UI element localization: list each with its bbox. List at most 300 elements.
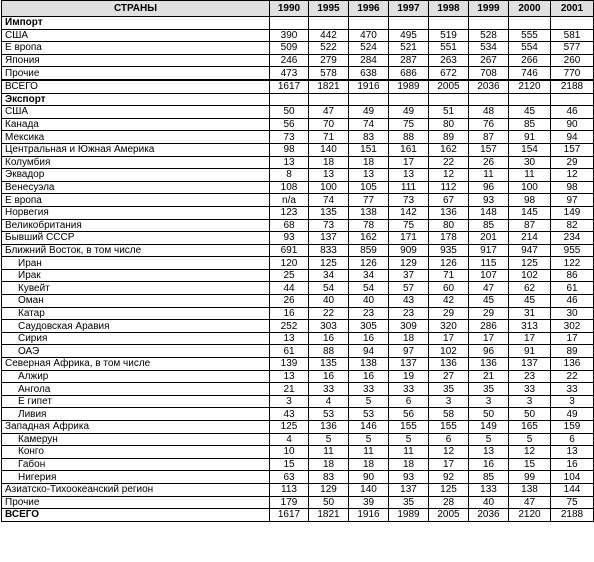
value-cell: 746 [509,67,551,80]
header-year: 1995 [309,1,349,17]
value-cell: 87 [469,131,509,144]
value-cell: 146 [349,421,389,434]
row-label: Е вропа [2,42,270,55]
value-cell: 40 [349,295,389,308]
value-cell: 75 [551,496,594,509]
value-cell: 3 [469,395,509,408]
value-cell: 25 [270,269,309,282]
table-body [2,17,594,522]
value-cell: 61 [270,345,309,358]
value-cell: 91 [509,345,551,358]
value-cell: 89 [429,131,469,144]
table-row [2,106,594,119]
value-cell: 15 [509,458,551,471]
value-cell: 53 [309,408,349,421]
value-cell: 86 [551,269,594,282]
header-year: 1990 [270,1,309,17]
value-cell: 17 [509,332,551,345]
value-cell: 302 [551,320,594,333]
value-cell: 96 [469,181,509,194]
row-label: Бывший СССР [2,232,270,245]
value-cell: 833 [309,244,349,257]
value-cell: 638 [349,67,389,80]
table-row [2,483,594,496]
row-label: Оман [2,295,270,308]
empty-cell [389,17,429,30]
value-cell: 12 [429,446,469,459]
value-cell: 22 [551,370,594,383]
value-cell: 18 [389,458,429,471]
row-label: Камерун [2,433,270,446]
header-year: 1997 [389,1,429,17]
value-cell: 1989 [389,509,429,522]
value-cell: 267 [469,54,509,67]
value-cell: 551 [429,42,469,55]
empty-cell [509,93,551,106]
value-cell: 672 [429,67,469,80]
value-cell: 42 [429,295,469,308]
row-label: Ирак [2,269,270,282]
empty-cell [469,93,509,106]
value-cell: 98 [551,181,594,194]
value-cell: 111 [389,181,429,194]
value-cell: 26 [469,156,509,169]
value-cell: 519 [429,29,469,42]
value-cell: 509 [270,42,309,55]
header-year: 1998 [429,1,469,17]
value-cell: 708 [469,67,509,80]
value-cell: 284 [349,54,389,67]
value-cell: 43 [270,408,309,421]
value-cell: 63 [270,471,309,484]
row-label: ВСЕГО [2,509,270,522]
row-label: Венесуэла [2,181,270,194]
value-cell: 179 [270,496,309,509]
value-cell: 62 [509,282,551,295]
value-cell: 123 [270,206,309,219]
value-cell: 94 [349,345,389,358]
value-cell: 70 [309,118,349,131]
row-label: Саудовская Аравия [2,320,270,333]
value-cell: 18 [389,332,429,345]
value-cell: 909 [389,244,429,257]
value-cell: 6 [389,395,429,408]
value-cell: 97 [389,345,429,358]
value-cell: 23 [389,307,429,320]
table-row [2,131,594,144]
value-cell: 129 [389,257,429,270]
value-cell: 11 [349,446,389,459]
value-cell: 94 [551,131,594,144]
value-cell: 3 [551,395,594,408]
table-row [2,206,594,219]
value-cell: 83 [349,131,389,144]
table-row [2,408,594,421]
value-cell: 50 [309,496,349,509]
value-cell: 35 [429,383,469,396]
value-cell: 35 [389,496,429,509]
value-cell: 125 [509,257,551,270]
value-cell: 1617 [270,80,309,93]
value-cell: 133 [469,483,509,496]
table-row [2,383,594,396]
value-cell: 320 [429,320,469,333]
value-cell: 554 [509,42,551,55]
value-cell: 15 [270,458,309,471]
value-cell: 5 [309,433,349,446]
value-cell: 31 [509,307,551,320]
value-cell: 19 [389,370,429,383]
row-label: Кувейт [2,282,270,295]
value-cell: 263 [429,54,469,67]
table-row [2,446,594,459]
section-title: Экспорт [2,93,270,106]
value-cell: 10 [270,446,309,459]
header-year: 1996 [349,1,389,17]
value-cell: 30 [509,156,551,169]
value-cell: 11 [389,446,429,459]
value-cell: 93 [270,232,309,245]
total-row [2,509,594,522]
value-cell: 155 [429,421,469,434]
value-cell: 12 [551,169,594,182]
value-cell: 37 [389,269,429,282]
row-label: Мексика [2,131,270,144]
empty-cell [349,17,389,30]
value-cell: 45 [509,295,551,308]
value-cell: 2120 [509,509,551,522]
header-year: 2000 [509,1,551,17]
value-cell: 73 [309,219,349,232]
table-row [2,295,594,308]
table-row [2,358,594,371]
header-row [2,1,594,17]
table-row [2,332,594,345]
table-row [2,67,594,80]
value-cell: 40 [309,295,349,308]
value-cell: 85 [469,471,509,484]
value-cell: 13 [270,370,309,383]
value-cell: 33 [309,383,349,396]
value-cell: 93 [389,471,429,484]
value-cell: 17 [469,332,509,345]
value-cell: 56 [389,408,429,421]
value-cell: 83 [309,471,349,484]
value-cell: 151 [349,143,389,156]
value-cell: 35 [469,383,509,396]
value-cell: 234 [551,232,594,245]
value-cell: 74 [349,118,389,131]
value-cell: 71 [429,269,469,282]
value-cell: 1617 [270,509,309,522]
row-label: Катар [2,307,270,320]
value-cell: 521 [389,42,429,55]
value-cell: 13 [309,169,349,182]
value-cell: 162 [349,232,389,245]
row-label: Габон [2,458,270,471]
value-cell: 107 [469,269,509,282]
empty-cell [469,17,509,30]
value-cell: 126 [429,257,469,270]
value-cell: 108 [270,181,309,194]
value-cell: 49 [389,106,429,119]
value-cell: 5 [469,433,509,446]
value-cell: 51 [429,106,469,119]
value-cell: 286 [469,320,509,333]
empty-cell [309,17,349,30]
value-cell: 34 [309,269,349,282]
value-cell: 33 [349,383,389,396]
value-cell: 53 [349,408,389,421]
value-cell: 136 [551,358,594,371]
table-row [2,181,594,194]
value-cell: 126 [349,257,389,270]
value-cell: 74 [309,194,349,207]
row-label: Конго [2,446,270,459]
value-cell: 73 [389,194,429,207]
table-row [2,496,594,509]
value-cell: 68 [270,219,309,232]
value-cell: 165 [509,421,551,434]
value-cell: 171 [389,232,429,245]
value-cell: 534 [469,42,509,55]
value-cell: 136 [469,358,509,371]
value-cell: 3 [509,395,551,408]
value-cell: 85 [509,118,551,131]
value-cell: 159 [551,421,594,434]
value-cell: 303 [309,320,349,333]
value-cell: 578 [309,67,349,80]
value-cell: 47 [469,282,509,295]
value-cell: 13 [349,169,389,182]
value-cell: 686 [389,67,429,80]
value-cell: 23 [349,307,389,320]
value-cell: 3 [270,395,309,408]
row-label: Нигерия [2,471,270,484]
empty-cell [270,93,309,106]
value-cell: 138 [349,358,389,371]
value-cell: 1989 [389,80,429,93]
header-year: 1999 [469,1,509,17]
empty-cell [309,93,349,106]
value-cell: 1821 [309,80,349,93]
value-cell: 6 [551,433,594,446]
table-row [2,219,594,232]
value-cell: 17 [389,156,429,169]
value-cell: 16 [349,370,389,383]
empty-cell [389,93,429,106]
empty-cell [349,93,389,106]
value-cell: 125 [270,421,309,434]
value-cell: 157 [469,143,509,156]
value-cell: 54 [349,282,389,295]
value-cell: 178 [429,232,469,245]
value-cell: 1916 [349,509,389,522]
value-cell: 73 [270,131,309,144]
row-label: Япония [2,54,270,67]
value-cell: 137 [389,358,429,371]
value-cell: 11 [469,169,509,182]
value-cell: 45 [509,106,551,119]
value-cell: 30 [551,307,594,320]
value-cell: 11 [309,446,349,459]
value-cell: 4 [270,433,309,446]
value-cell: 22 [309,307,349,320]
value-cell: 21 [270,383,309,396]
value-cell: 29 [551,156,594,169]
value-cell: 87 [509,219,551,232]
value-cell: 4 [309,395,349,408]
value-cell: 90 [551,118,594,131]
value-cell: 16 [309,370,349,383]
value-cell: 50 [509,408,551,421]
value-cell: 581 [551,29,594,42]
value-cell: 17 [551,332,594,345]
row-label: Сирия [2,332,270,345]
value-cell: 145 [509,206,551,219]
row-label: Ближний Восток, в том числе [2,244,270,257]
section-title: Импорт [2,17,270,30]
value-cell: 46 [551,295,594,308]
table-row [2,282,594,295]
value-cell: 136 [429,358,469,371]
header-country: СТРАНЫ [2,1,270,17]
row-label: Прочие [2,67,270,80]
value-cell: 49 [551,408,594,421]
value-cell: 54 [309,282,349,295]
value-cell: 88 [389,131,429,144]
value-cell: 43 [389,295,429,308]
value-cell: 89 [551,345,594,358]
value-cell: 13 [270,332,309,345]
value-cell: 58 [429,408,469,421]
value-cell: 149 [469,421,509,434]
value-cell: 947 [509,244,551,257]
value-cell: 2188 [551,509,594,522]
value-cell: 495 [389,29,429,42]
value-cell: 96 [469,345,509,358]
value-cell: 80 [429,219,469,232]
table-row [2,370,594,383]
value-cell: 16 [469,458,509,471]
value-cell: 577 [551,42,594,55]
value-cell: 6 [429,433,469,446]
row-label: Азиатско-Тихоокеанский регион [2,483,270,496]
value-cell: 23 [509,370,551,383]
value-cell: 136 [309,421,349,434]
value-cell: 142 [389,206,429,219]
value-cell: 39 [349,496,389,509]
value-cell: 473 [270,67,309,80]
value-cell: 88 [309,345,349,358]
empty-cell [429,17,469,30]
value-cell: 3 [429,395,469,408]
value-cell: 90 [349,471,389,484]
value-cell: 26 [270,295,309,308]
row-label: США [2,29,270,42]
value-cell: 104 [551,471,594,484]
value-cell: 13 [389,169,429,182]
table-row [2,118,594,131]
value-cell: 29 [429,307,469,320]
value-cell: 214 [509,232,551,245]
value-cell: 1916 [349,80,389,93]
empty-cell [270,17,309,30]
value-cell: 144 [551,483,594,496]
value-cell: 287 [389,54,429,67]
value-cell: 50 [270,106,309,119]
row-label: Великобритания [2,219,270,232]
value-cell: 115 [469,257,509,270]
value-cell: 442 [309,29,349,42]
value-cell: 859 [349,244,389,257]
value-cell: 22 [429,156,469,169]
value-cell: 102 [509,269,551,282]
value-cell: 2120 [509,80,551,93]
row-label: Норвегия [2,206,270,219]
value-cell: 11 [509,169,551,182]
value-cell: 18 [309,156,349,169]
table-row [2,194,594,207]
row-label: США [2,106,270,119]
value-cell: 260 [551,54,594,67]
value-cell: 917 [469,244,509,257]
value-cell: 82 [551,219,594,232]
value-cell: 34 [349,269,389,282]
row-label: Северная Африка, в том числе [2,358,270,371]
header-year: 2001 [551,1,594,17]
value-cell: 93 [469,194,509,207]
value-cell: 201 [469,232,509,245]
section-header-row [2,17,594,30]
value-cell: 1821 [309,509,349,522]
value-cell: 44 [270,282,309,295]
empty-cell [509,17,551,30]
row-label: Е гипет [2,395,270,408]
value-cell: 75 [389,118,429,131]
value-cell: 16 [349,332,389,345]
value-cell: 76 [469,118,509,131]
value-cell: 309 [389,320,429,333]
table-row [2,244,594,257]
value-cell: 157 [551,143,594,156]
value-cell: 16 [270,307,309,320]
table-row [2,345,594,358]
total-row [2,80,594,93]
row-label: Ангола [2,383,270,396]
value-cell: 13 [551,446,594,459]
value-cell: 2005 [429,80,469,93]
value-cell: 139 [270,358,309,371]
value-cell: 137 [389,483,429,496]
value-cell: 50 [469,408,509,421]
empty-cell [551,93,594,106]
value-cell: 137 [309,232,349,245]
row-label: Ливия [2,408,270,421]
value-cell: 29 [469,307,509,320]
value-cell: 99 [509,471,551,484]
value-cell: 98 [270,143,309,156]
value-cell: 5 [509,433,551,446]
row-label: ОАЭ [2,345,270,358]
value-cell: 113 [270,483,309,496]
value-cell: 555 [509,29,551,42]
row-label: Центральная и Южная Америка [2,143,270,156]
value-cell: 56 [270,118,309,131]
value-cell: 12 [429,169,469,182]
value-cell: 136 [429,206,469,219]
value-cell: 77 [349,194,389,207]
